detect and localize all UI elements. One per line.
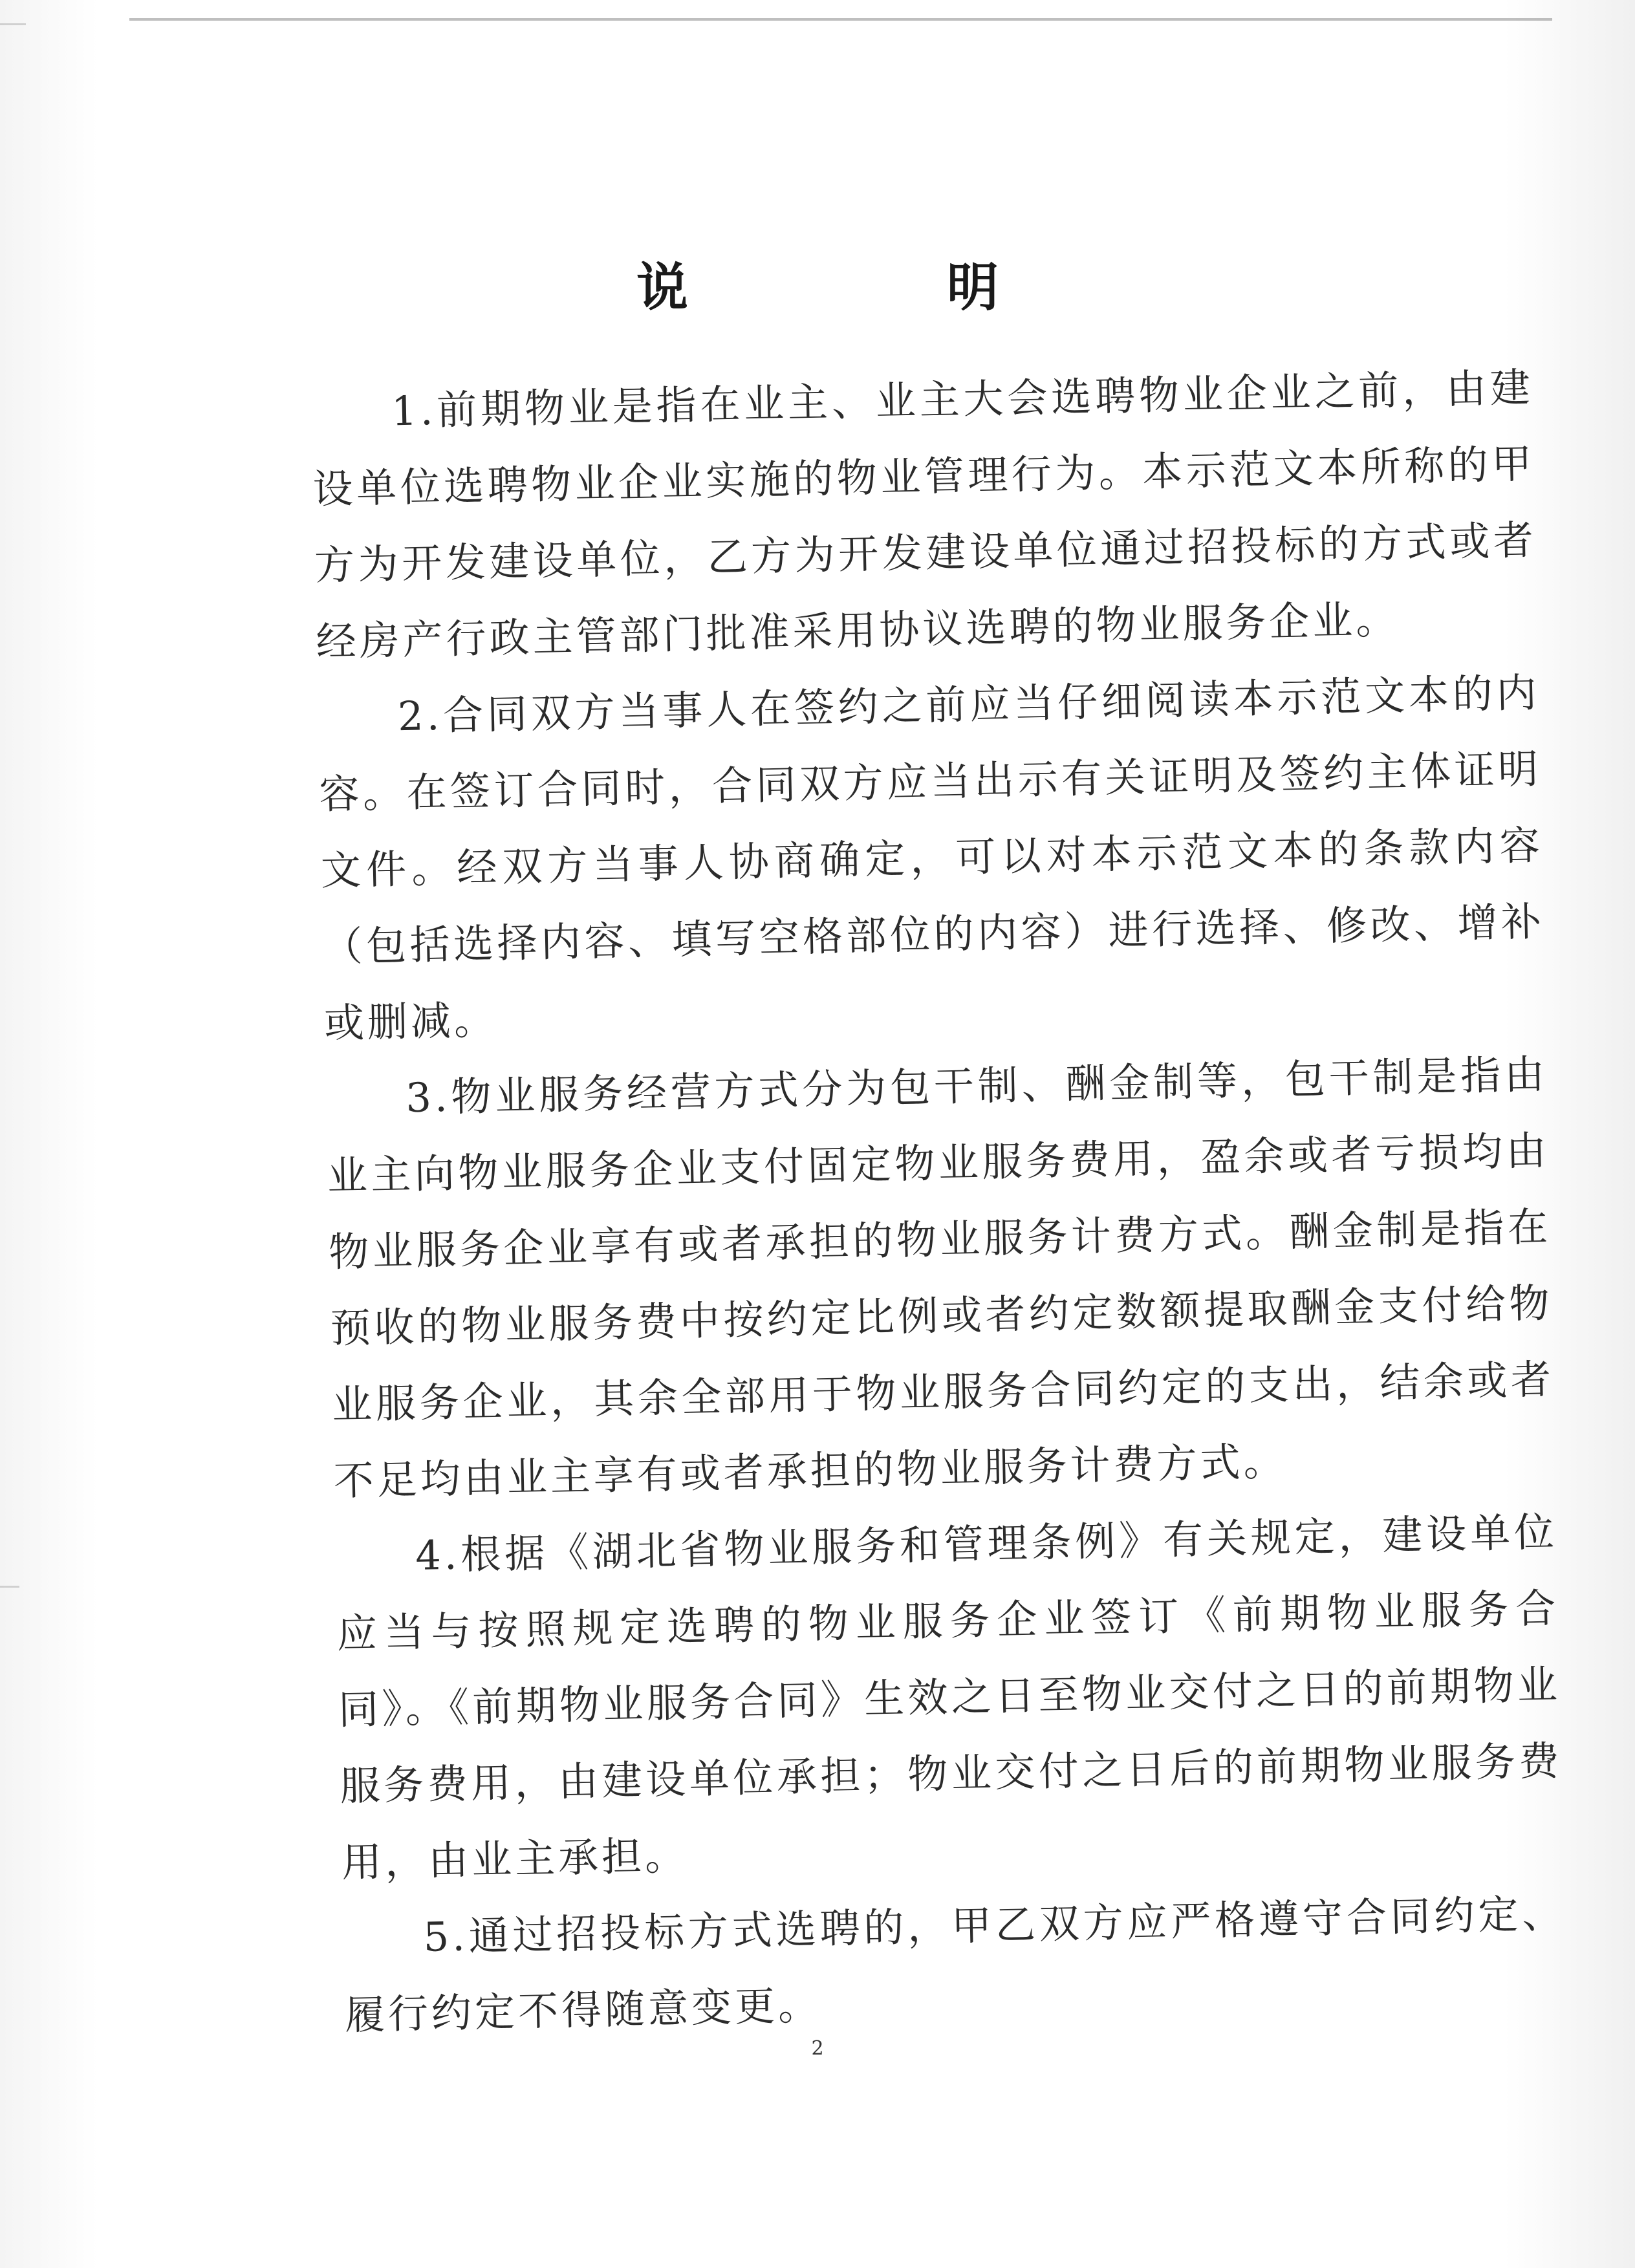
paragraph-3: 3.物业服务经营方式分为包干制、酬金制等，包干制是指由业主向物业服务企业支付固定物业服务费用，盈余或者亏损均由物业服务企业享有或者承担的物业服务计费方式。酬金制是指在预收的物业服务费中按约定比例或者约定数额提取酬金支付给物业服务企业，其余全部用于物业服务合同约定的支出，结余或者不足均由业主享有或者承担的物业服务计费方式。 [327, 1050, 1555, 1505]
page-number: 2 [811, 2037, 824, 2060]
body-text [310, 349, 1568, 2053]
scan-top-edge [129, 18, 1552, 21]
paragraph-2: 2.合同双方当事人在签约之前应当仔细阅读本示范文本的内容。在签订合同时，合同双方应当出示有关证明及签约主体证明文件。经双方当事人协商确定，可以对本示范文本的条款内容（包括选择内容、填写空格部位的内容）进行选择、修改、增补或删减。 [318, 669, 1545, 1047]
page-title: 说 明 [636, 257, 1102, 318]
paragraph-4: 4.根据《湖北省物业服务和管理条例》有关规定，建设单位应当与按照规定选聘的物业服务企业签订《前期物业服务合同》。《前期物业服务合同》生效之日至物业交付之日的前期物业服务费用，由建设单位承担；物业交付之日后的前期物业服务费用，由业主承担。 [336, 1508, 1563, 1886]
scan-mark-left-top [0, 23, 26, 25]
paragraph-1: 1.前期物业是指在业主、业主大会选聘物业企业之前，由建设单位选聘物业企业实施的物业管理行为。本示范文本所称的甲方为开发建设单位，乙方为开发建设单位通过招投标的方式或者经房产行政主管部门批准采用协议选聘的物业服务企业。 [312, 363, 1537, 665]
scan-mark-left-middle [0, 1586, 19, 1588]
paragraph-5: 5.通过招投标方式选聘的，甲乙双方应严格遵守合同约定、履行约定不得随意变更。 [344, 1889, 1566, 2039]
